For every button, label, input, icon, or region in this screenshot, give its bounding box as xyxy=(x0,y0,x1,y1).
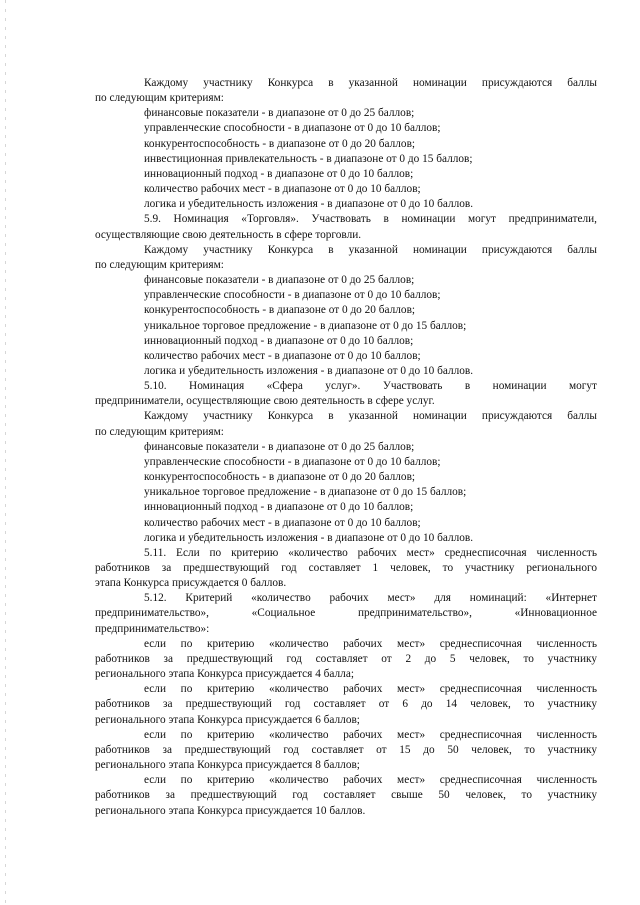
text-line: регионального этапа Конкурса присуждается 8 баллов; xyxy=(95,759,360,772)
text-line: финансовые показатели - в диапазоне от 0 до 25 баллов; xyxy=(144,107,415,120)
text-line: управленческие способности - в диапазоне от 0 до 10 баллов; xyxy=(144,455,441,468)
text-line: логика и убедительность изложения - в диапазоне от 0 до 10 баллов. xyxy=(144,198,474,211)
text-line: предприниматели, осуществляющие свою деятельность в сфере услуг. xyxy=(95,395,435,408)
text-line: регионального этапа Конкурса присуждается 4 балла; xyxy=(95,668,354,681)
text-line: логика и убедительность изложения - в диапазоне от 0 до 10 баллов. xyxy=(144,364,474,377)
text-line: 5.9. Номинация «Торговля». Участвовать в номинации могут предприниматели, xyxy=(144,213,597,226)
text-line: осуществляющие свою деятельность в сфере торговли. xyxy=(95,228,362,241)
text-line: по следующим критериям: xyxy=(95,425,224,438)
text-line: по следующим критериям: xyxy=(95,258,224,271)
text-line: Каждому участнику Конкурса в указанной номинации присуждаются баллы xyxy=(144,243,597,256)
text-line: предпринимательство», «Социальное предпринимательство», «Инновационное xyxy=(95,607,597,620)
text-line: управленческие способности - в диапазоне от 0 до 10 баллов; xyxy=(144,122,441,135)
text-line: уникальное торговое предложение - в диапазоне от 0 до 15 баллов; xyxy=(144,319,467,332)
text-line: регионального этапа Конкурса присуждается 10 баллов. xyxy=(95,804,366,817)
text-line: работников за предшествующий год составляет от 2 до 5 человек, то участнику xyxy=(95,652,597,665)
text-line: Каждому участнику Конкурса в указанной номинации присуждаются баллы xyxy=(144,77,597,89)
text-line: конкурентоспособность - в диапазоне от 0 до 20 баллов; xyxy=(144,471,416,484)
text-line: количество рабочих мест - в диапазоне от 0 до 10 баллов; xyxy=(144,183,421,196)
document-body xyxy=(95,76,597,819)
text-line: работников за предшествующий год составляет от 15 до 50 человек, то участнику xyxy=(95,743,597,756)
text-line: если по критерию «количество рабочих мест» среднесписочная численность xyxy=(144,683,597,696)
text-line: если по критерию «количество рабочих мест» среднесписочная численность xyxy=(144,728,597,741)
text-line: работников за предшествующий год составляет от 6 до 14 человек, то участнику xyxy=(95,698,597,711)
text-line: по следующим критериям: xyxy=(95,92,224,105)
text-line: если по критерию «количество рабочих мест» среднесписочная численность xyxy=(144,637,597,650)
text-line: количество рабочих мест - в диапазоне от 0 до 10 баллов; xyxy=(144,516,421,529)
text-line: конкурентоспособность - в диапазоне от 0 до 20 баллов; xyxy=(144,137,416,150)
text-line: Каждому участнику Конкурса в указанной номинации присуждаются баллы xyxy=(144,410,597,423)
text-line: конкурентоспособность - в диапазоне от 0 до 20 баллов; xyxy=(144,304,416,317)
text-line: финансовые показатели - в диапазоне от 0 до 25 баллов; xyxy=(144,274,415,287)
text-line: регионального этапа Конкурса присуждается 6 баллов; xyxy=(95,713,360,726)
text-line: логика и убедительность изложения - в диапазоне от 0 до 10 баллов. xyxy=(144,531,474,544)
text-line: предпринимательство»: xyxy=(95,622,210,635)
text-line: этапа Конкурса присуждается 0 баллов. xyxy=(95,577,287,590)
text-line: если по критерию «количество рабочих мест» среднесписочная численность xyxy=(144,774,597,787)
text-line: инновационный подход - в диапазоне от 0 до 10 баллов; xyxy=(144,501,414,514)
text-line: уникальное торговое предложение - в диапазоне от 0 до 15 баллов; xyxy=(144,486,467,499)
text-line: работников за предшествующий год составляет свыше 50 человек, то участнику xyxy=(95,789,597,802)
scan-edge-artifact xyxy=(5,0,6,905)
text-line: инвестиционная привлекательность - в диапазоне от 0 до 15 баллов; xyxy=(144,152,473,165)
text-line: 5.10. Номинация «Сфера услуг». Участвовать в номинации могут xyxy=(144,380,597,393)
text-line: инновационный подход - в диапазоне от 0 до 10 баллов; xyxy=(144,334,414,347)
text-line: количество рабочих мест - в диапазоне от 0 до 10 баллов; xyxy=(144,349,421,362)
text-line: финансовые показатели - в диапазоне от 0 до 25 баллов; xyxy=(144,440,415,453)
text-line: инновационный подход - в диапазоне от 0 до 10 баллов; xyxy=(144,167,414,180)
text-line: управленческие способности - в диапазоне от 0 до 10 баллов; xyxy=(144,289,441,302)
text-line: 5.11. Если по критерию «количество рабочих мест» среднесписочная численность xyxy=(144,546,597,559)
text-line: 5.12. Критерий «количество рабочих мест» для номинаций: «Интернет xyxy=(144,592,597,605)
text-line: работников за предшествующий год составляет 1 человек, то участнику регионального xyxy=(95,562,597,574)
